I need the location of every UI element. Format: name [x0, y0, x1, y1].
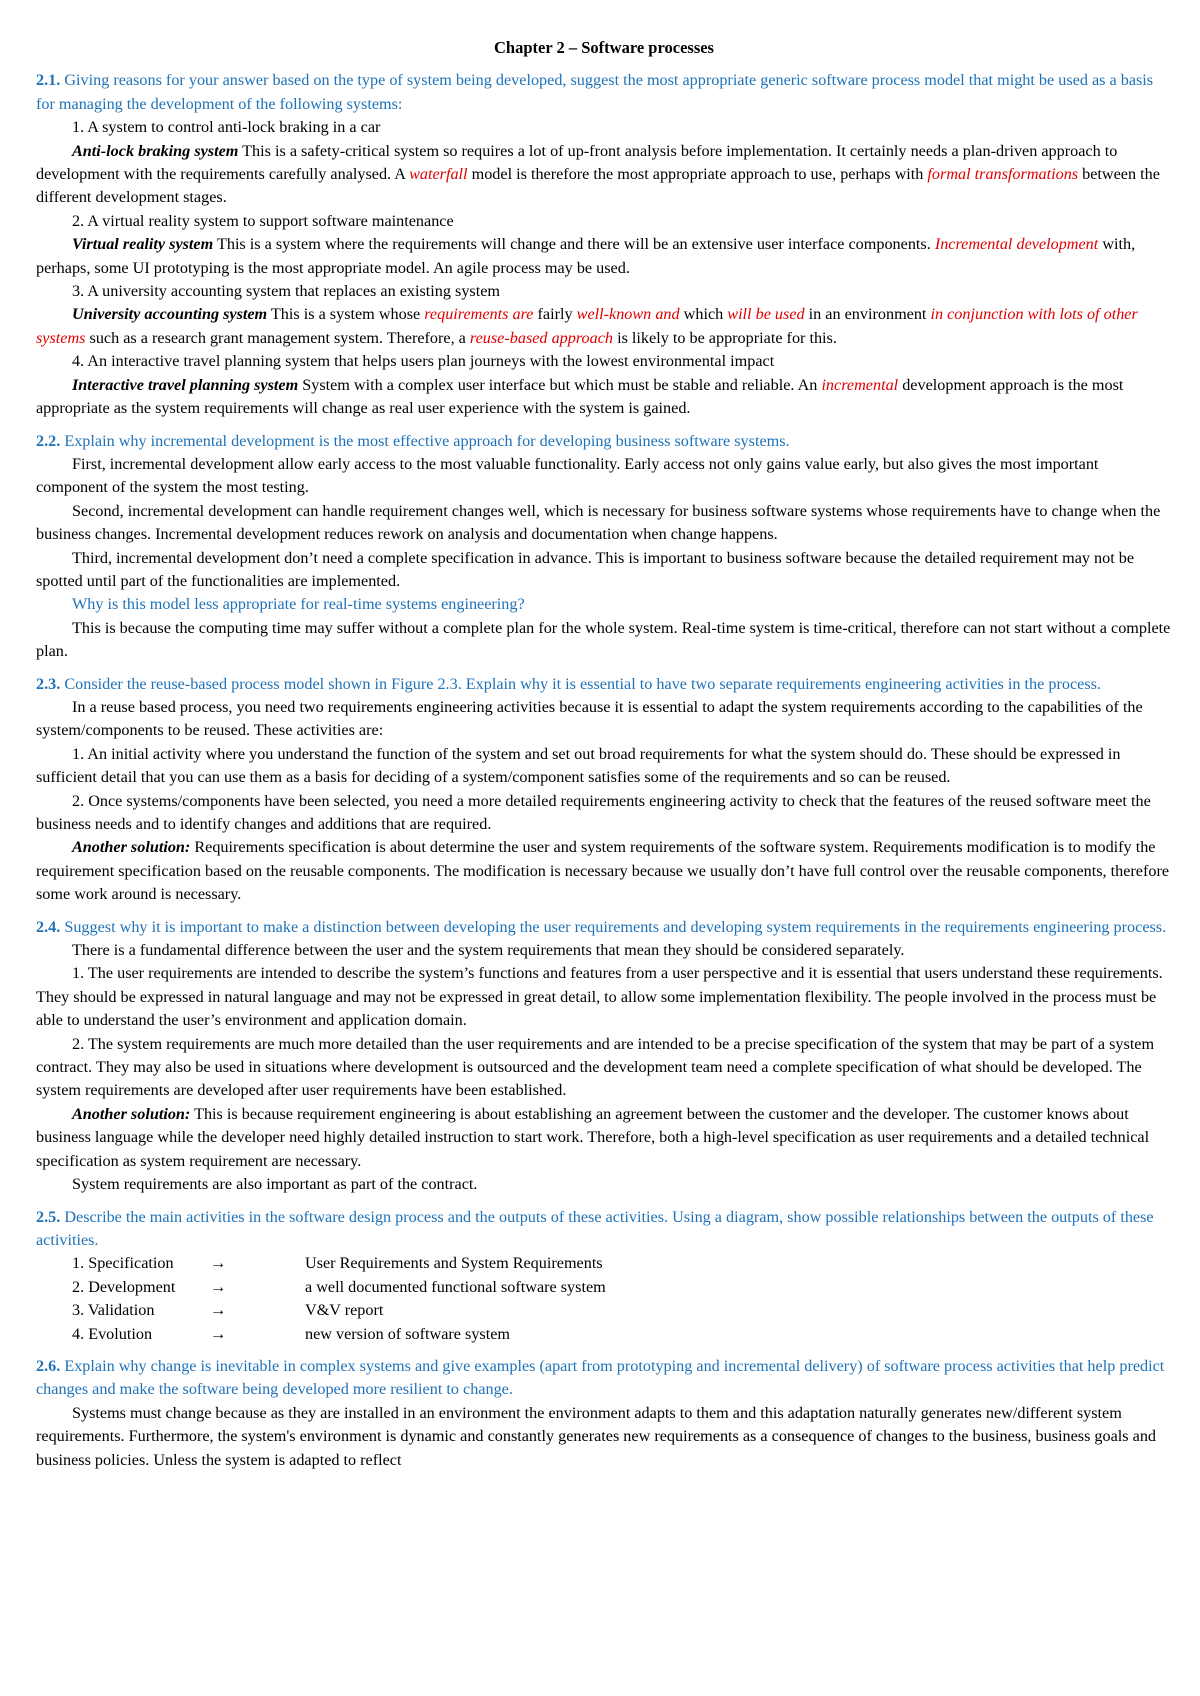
question-text: Describe the main activities in the software design process and the outputs of these activities. Using a diagram, show possible relationships between the outputs of these activities.: [36, 1207, 1154, 1249]
highlight-text: formal transformations: [927, 165, 1079, 184]
activity-output: new version of software system: [305, 1324, 510, 1343]
highlight-text: reuse-based approach: [469, 328, 614, 347]
answer-paragraph: Third, incremental development don’t need a complete specification in advance. This is important to business software because the detailed requirement may not be spotted until part of the functionalities are implemented.: [36, 548, 1135, 590]
highlight-text: Incremental development: [934, 235, 1099, 254]
question-text: Giving reasons for your answer based on the type of system being developed, suggest the most appropriate generic software process model that might be used as a basis for managing the development of the following systems:: [36, 71, 1154, 113]
question-text: Suggest why it is important to make a distinction between developing the user requirements and developing system requirements in the requirements engineering process.: [64, 917, 1167, 936]
list-item: 2. A virtual reality system to support software maintenance: [72, 211, 454, 230]
answer-paragraph: 1. The user requirements are intended to describe the system’s functions and features from a user perspective and it is essential that users understand these requirements. They should be expressed in natural language and may not be expressed in great detail, to allow some implementation flexibility. The people involved in the process must be able to understand the user’s environment and application domain.: [36, 964, 1163, 1030]
highlight-text: in conjunction with lots of other systems: [36, 305, 1138, 347]
activity-row: [36, 1323, 1172, 1346]
answer-lead: University accounting system: [72, 305, 268, 324]
question-2-3: [36, 673, 1172, 696]
list-item: 1. A system to control anti-lock braking in a car: [72, 118, 381, 137]
answer-paragraph: Another solution: Requirements specification is about determine the user and system requirements of the software system. Requirements modification is to modify the requirement specification based on the reusable components. The modification is necessary because we usually don’t have full control over the reusable components, therefore some work around is necessary.: [36, 838, 1170, 904]
answer-paragraph: System requirements are also important as part of the contract.: [72, 1175, 478, 1194]
answer-paragraph: First, incremental development allow early access to the most valuable functionality. Early access not only gains value early, but also gives the most important component of the system the most testing.: [36, 454, 1099, 497]
question-number: 2.5.: [36, 1207, 61, 1226]
answer-paragraph: University accounting system This is a system whose requirements are fairly well-known and which will be used in an environment in conjunction with lots of other systems such as a research grant management system. Therefore, a reuse-based approach is likely to be appropriate for this.: [36, 305, 1138, 347]
section-2-4: [36, 916, 1172, 1197]
question-2-5: [36, 1206, 1172, 1253]
answer-paragraph: This is because the computing time may suffer without a complete plan for the whole system. Real-time system is time-critical, therefore can not start without a complete plan.: [36, 618, 1171, 661]
arrow-icon: →: [210, 1301, 227, 1320]
activity-name: 1. Specification: [72, 1254, 174, 1273]
activity-name: 2. Development: [72, 1277, 176, 1296]
answer-paragraph: Second, incremental development can handle requirement changes well, which is necessary for business software systems whose requirements have to change when the business changes. Incremental development reduces rework on analysis and documentation when change happens.: [36, 501, 1161, 544]
question-number: 2.3.: [36, 674, 61, 693]
question-2-4: [36, 916, 1172, 939]
question-number: 2.6.: [36, 1356, 61, 1375]
activity-output: V&V report: [305, 1301, 384, 1320]
sub-question: Why is this model less appropriate for real-time systems engineering?: [72, 595, 525, 614]
question-2-2: [36, 430, 1172, 453]
highlight-text: waterfall: [409, 165, 468, 184]
highlight-text: will be used: [727, 305, 805, 324]
activity-name: 3. Validation: [72, 1301, 155, 1320]
list-item: 3. A university accounting system that replaces an existing system: [72, 282, 500, 301]
activity-row: [36, 1252, 1172, 1275]
activity-name: 4. Evolution: [72, 1324, 153, 1343]
answer-paragraph: Another solution: This is because requirement engineering is about establishing an agreement between the customer and the developer. The customer knows about business language while the developer need highly detailed instruction to start work. Therefore, both a high-level specification as user requirements and a detailed technical specification as system requirement are necessary.: [36, 1104, 1150, 1170]
answer-paragraph: There is a fundamental difference between the user and the system requirements that mean they should be considered separately.: [72, 941, 905, 960]
arrow-icon: →: [210, 1324, 227, 1343]
section-2-6: [36, 1355, 1172, 1472]
answer-paragraph: In a reuse based process, you need two requirements engineering activities because it is essential to adapt the system requirements according to the capabilities of the system/components to be reused. These activities are:: [36, 697, 1143, 740]
document-page: [36, 36, 1172, 1481]
question-number: 2.2.: [36, 431, 61, 450]
section-2-2: [36, 430, 1172, 664]
question-text: Consider the reuse-based process model shown in Figure 2.3. Explain why it is essential to have two separate requirements engineering activities in the process.: [64, 674, 1101, 693]
highlight-text: well-known and: [576, 305, 680, 324]
question-text: Explain why change is inevitable in complex systems and give examples (apart from prototyping and incremental delivery) of software process activities that help predict changes and make the software being developed more resilient to change.: [36, 1356, 1165, 1399]
answer-lead: Another solution:: [72, 838, 191, 857]
answer-paragraph: 2. Once systems/components have been selected, you need a more detailed requirements engineering activity to check that the features of the reused software meet the business needs and to identify changes and additions that are required.: [36, 791, 1151, 833]
arrow-icon: →: [210, 1277, 227, 1296]
chapter-title: Chapter 2 – Software processes: [494, 38, 714, 57]
question-number: 2.4.: [36, 917, 61, 936]
question-text: Explain why incremental development is the most effective approach for developing business software systems.: [64, 431, 790, 450]
answer-lead: Virtual reality system: [72, 235, 214, 254]
highlight-text: requirements are: [424, 305, 534, 324]
activity-output: a well documented functional software system: [305, 1277, 606, 1296]
answer-paragraph: Anti-lock braking system This is a safety-critical system so requires a lot of up-front analysis before implementation. It certainly needs a plan-driven approach to development with the requirements carefully analysed. A waterfall model is therefore the most appropriate approach to use, perhaps with formal transformations between the different development stages.: [36, 141, 1160, 207]
question-2-6: [36, 1355, 1172, 1402]
question-2-1: [36, 69, 1172, 116]
activity-row: [36, 1276, 1172, 1299]
answer-lead: Another solution:: [72, 1104, 191, 1123]
highlight-text: incremental: [821, 375, 899, 394]
section-2-3: [36, 673, 1172, 907]
answer-lead: Anti-lock braking system: [72, 141, 239, 160]
answer-paragraph: Virtual reality system This is a system where the requirements will change and there will be an extensive user interface components. Incremental development with, perhaps, some UI prototyping is the most appropriate model. An agile process may be used.: [36, 235, 1136, 277]
list-item: 4. An interactive travel planning system that helps users plan journeys with the lowest environmental impact: [72, 352, 775, 371]
answer-paragraph: Systems must change because as they are installed in an environment the environment adapts to them and this adaptation naturally generates new/different system requirements. Furthermore, the system's environment is dynamic and constantly generates new requirements as a consequence of changes to the business, business goals and business policies. Unless the system is adapted to reflect: [36, 1403, 1157, 1469]
arrow-icon: →: [210, 1254, 227, 1273]
answer-paragraph: 2. The system requirements are much more detailed than the user requirements and are intended to be a precise specification of the system that may be part of a system contract. They may also be used in situations where development is outsourced and the development team need a complete specification of what should be developed. The system requirements are developed after user requirements have been established.: [36, 1034, 1155, 1100]
answer-lead: Interactive travel planning system: [72, 375, 299, 394]
activity-output: User Requirements and System Requirements: [305, 1254, 603, 1273]
answer-paragraph: 1. An initial activity where you understand the function of the system and set out broad requirements for what the system should do. These should be expressed in sufficient detail that you can use them as a basis for deciding of a system/component satisfies some of the requirements and so can be reused.: [36, 744, 1121, 787]
section-2-1: [36, 69, 1172, 420]
section-2-5: [36, 1206, 1172, 1346]
activity-row: [36, 1299, 1172, 1322]
question-number: 2.1.: [36, 71, 61, 90]
answer-paragraph: Interactive travel planning system System with a complex user interface but which must be stable and reliable. An incremental development approach is the most appropriate as the system requirements will change as real user experience with the system is gained.: [36, 375, 1124, 418]
